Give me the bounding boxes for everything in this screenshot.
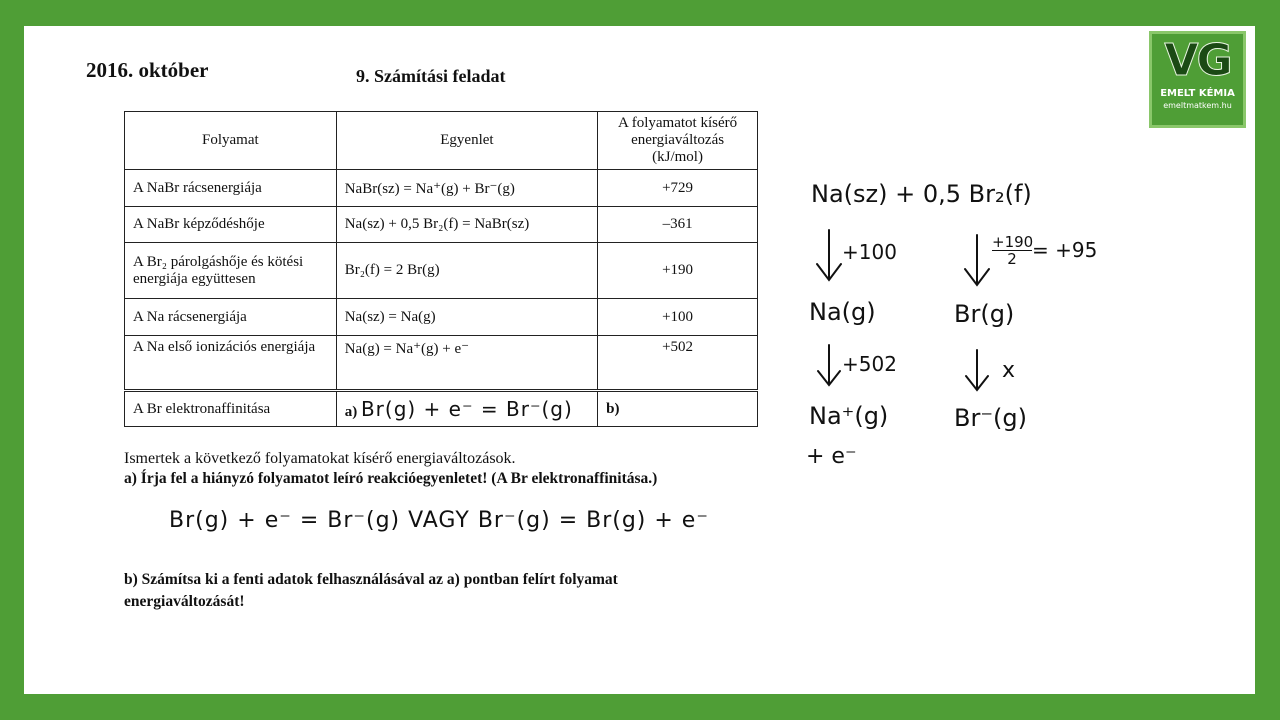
column-header-energy: A folyamatot kísérő energiaváltozás (kJ/mol)	[598, 112, 758, 170]
br-arrow-1	[957, 231, 997, 291]
question-b: b) Számítsa ki a fenti adatok felhasználásával az a) pontban felírt folyamat energiaváltozását!	[124, 571, 618, 610]
table-row	[125, 336, 758, 391]
value-cell: +502	[598, 336, 758, 391]
value-cell: +190	[598, 243, 758, 299]
equation-cell: Na(sz) + 0,5 Br₂(f) = NaBr(sz)	[336, 207, 597, 243]
task-title: 9. Számítási feladat	[356, 66, 506, 86]
logo-brand: EMELT KÉMIA	[1160, 88, 1235, 99]
exam-date: 2016. október	[86, 58, 209, 82]
br-step2-unknown: x	[1002, 358, 1016, 383]
equation-cell: NaBr(sz) = Na⁺(g) + Br⁻(g)	[336, 170, 597, 207]
process-cell: A Na rácsenergiája	[125, 299, 337, 336]
process-cell: A Br elektronaffinitása	[125, 391, 337, 427]
na-step1-value: +100	[842, 240, 897, 264]
logo-letters: VG	[1164, 35, 1231, 86]
table-row	[125, 243, 758, 299]
scheme-top-reactants: Na(sz) + 0,5 Br₂(f)	[811, 180, 1032, 208]
process-cell: A NaBr rácsenergiája	[125, 170, 337, 207]
na-ion: Na⁺(g)	[809, 402, 889, 430]
column-header-equation: Egyenlet	[336, 112, 597, 170]
energy-table	[124, 111, 758, 427]
br-gas: Br(g)	[954, 300, 1015, 328]
value-cell	[598, 391, 758, 427]
vg-logo	[1149, 31, 1246, 128]
br-step1-denominator: 2	[992, 250, 1032, 267]
equation-cell	[336, 391, 597, 427]
br-arrow-2	[957, 346, 997, 394]
br-ion: Br⁻(g)	[954, 404, 1027, 432]
value-cell: +100	[598, 299, 758, 336]
value-cell: +729	[598, 170, 758, 207]
table-row	[125, 391, 758, 427]
question-intro: Ismertek a következő folyamatokat kísérő energiaváltozások.	[124, 450, 516, 467]
table-row	[125, 170, 758, 207]
logo-url: emeltmatkem.hu	[1163, 101, 1232, 110]
table-row	[125, 299, 758, 336]
equation-cell: Na(g) = Na⁺(g) + e⁻	[336, 336, 597, 391]
worksheet	[24, 26, 1255, 694]
br-step1-fraction	[992, 234, 1032, 267]
value-cell: –361	[598, 207, 758, 243]
table-row	[125, 207, 758, 243]
process-cell: A Na első ionizációs energiája	[125, 336, 337, 391]
table-header-row	[125, 112, 758, 170]
equation-cell: Br₂(f) = 2 Br(g)	[336, 243, 597, 299]
handwritten-answer-a: Br(g) + e⁻ = Br⁻(g) VAGY Br⁻(g) = Br(g) + e⁻	[169, 508, 709, 533]
equation-cell: Na(sz) = Na(g)	[336, 299, 597, 336]
handwritten-equation: Br(g) + e⁻ = Br⁻(g)	[360, 397, 573, 421]
na-step2-value: +502	[842, 352, 897, 376]
process-cell: A NaBr képződéshője	[125, 207, 337, 243]
answer-b-label: b)	[606, 400, 620, 417]
electron: + e⁻	[806, 444, 857, 469]
question-a: a) Írja fel a hiányzó folyamatot leíró reakcióegyenletet! (A Br elektronaffinitása.)	[124, 470, 658, 487]
br-step1-numerator: +190	[992, 233, 1034, 251]
column-header-process: Folyamat	[125, 112, 337, 170]
process-cell: A Br₂ párolgáshője és kötési energiája együttesen	[125, 243, 337, 299]
answer-a-label: a)	[344, 404, 358, 420]
na-gas: Na(g)	[809, 298, 876, 326]
br-step1-result: = +95	[1032, 238, 1098, 262]
